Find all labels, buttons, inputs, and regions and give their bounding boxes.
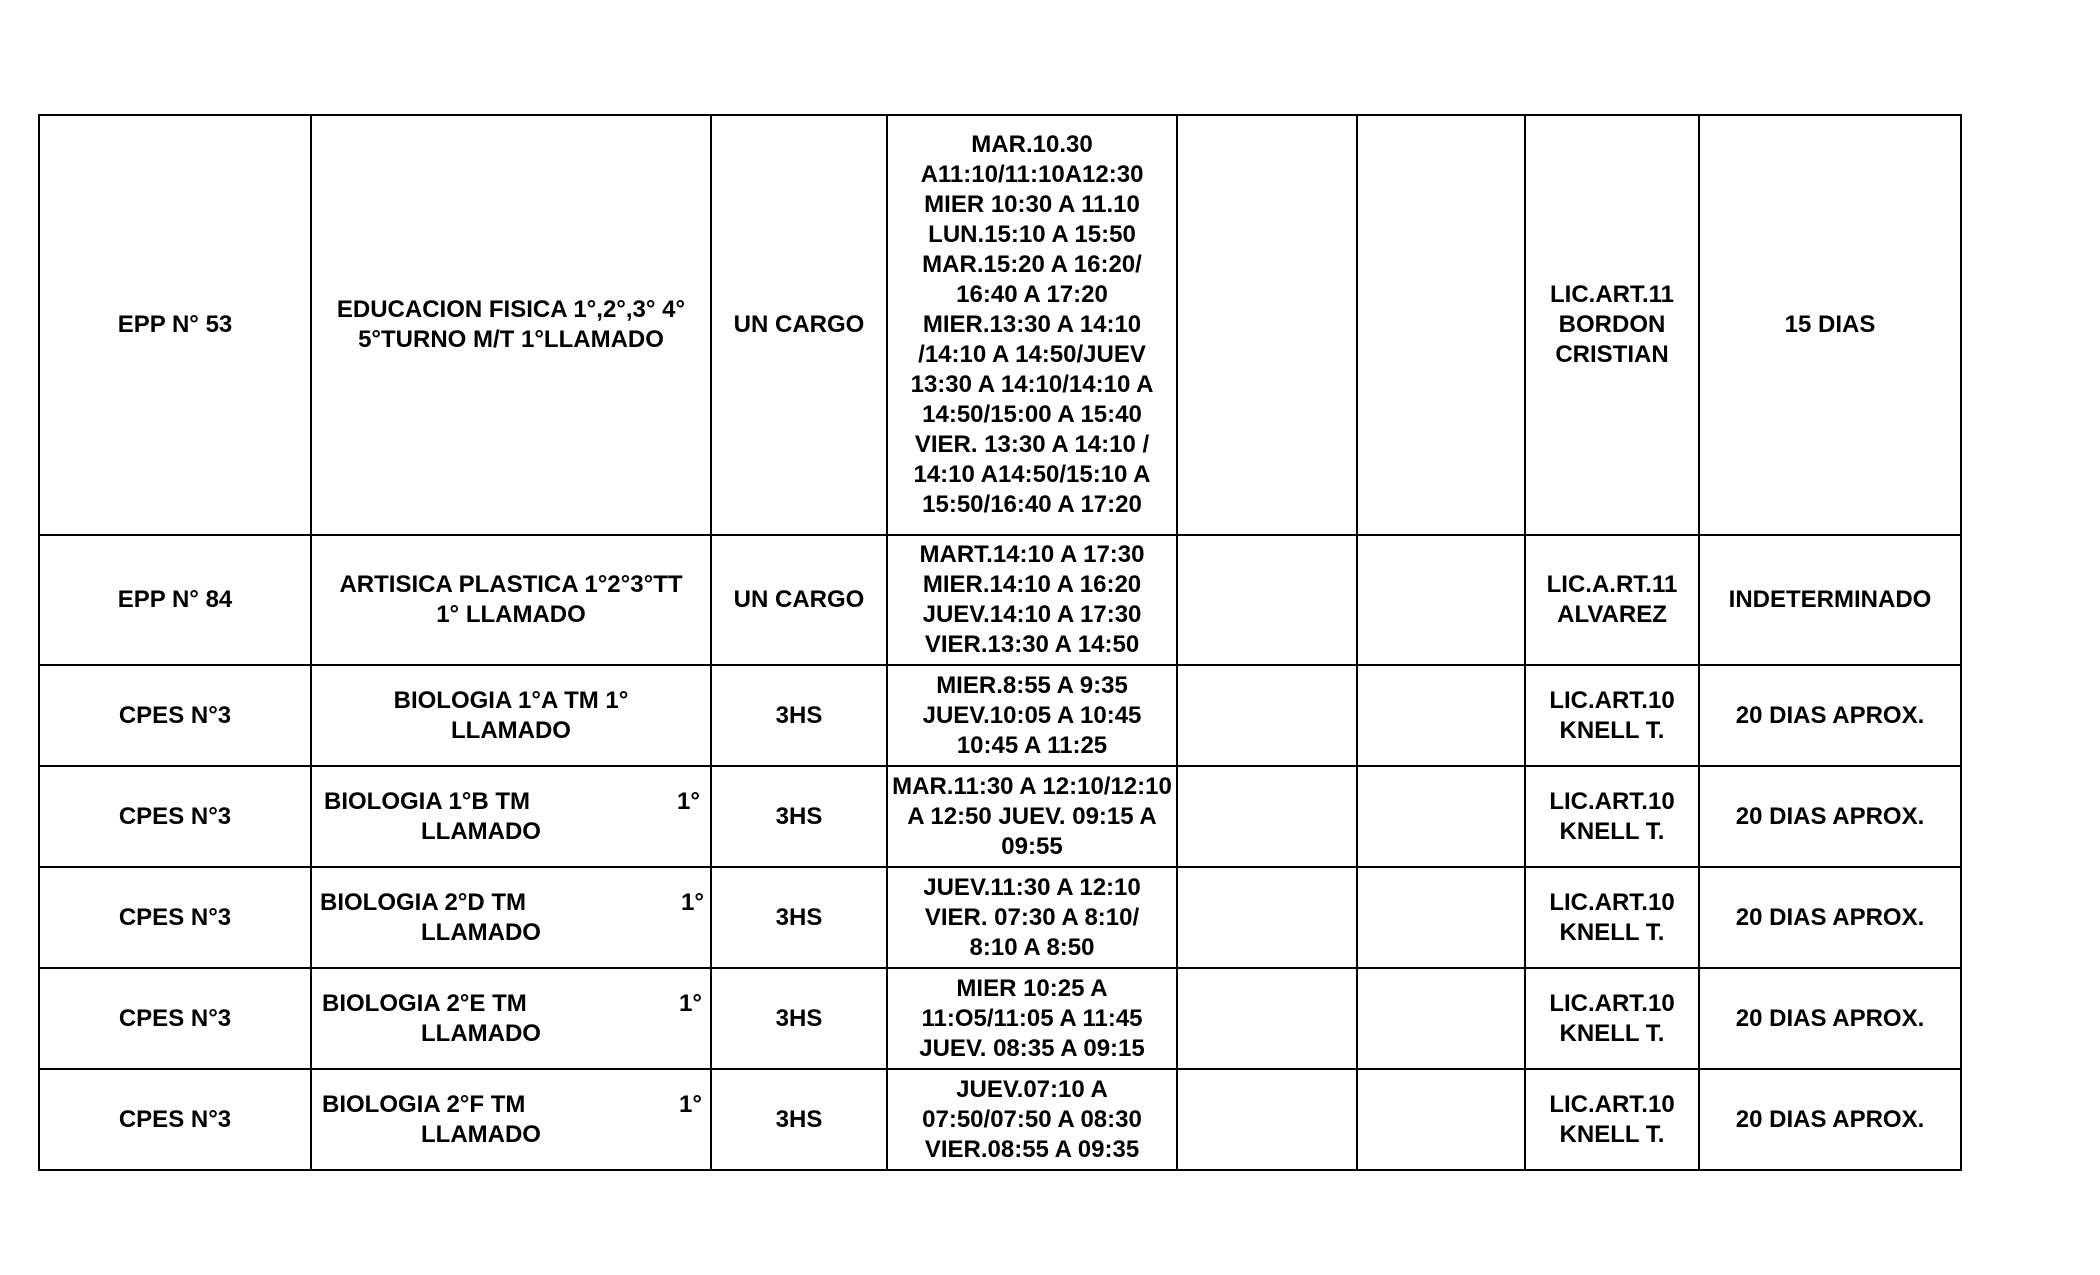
school-cell: EPP N° 84 [39, 535, 311, 665]
subject-cell: BIOLOGIA 1°A TM 1° LLAMADO [311, 665, 711, 766]
subject-label: BIOLOGIA 1°B TM [324, 787, 531, 815]
call-label: LLAMADO [421, 1120, 541, 1148]
leave-cell: LIC.ART.10 KNELL T. [1525, 867, 1699, 968]
school-cell: CPES N°3 [39, 968, 311, 1069]
call-number: 1° [679, 989, 702, 1017]
subject-cell: EDUCACION FISICA 1°,2°,3° 4° 5°TURNO M/T 1°LLAMADO [311, 115, 711, 535]
table-row [39, 867, 1961, 968]
empty-cell [1177, 115, 1357, 535]
subject-cell [311, 766, 711, 867]
empty-cell [1357, 665, 1525, 766]
schedule-cell: MAR.11:30 A 12:10/12:10 A 12:50 JUEV. 09:15 A 09:55 [887, 766, 1177, 867]
schedule-cell: MART.14:10 A 17:30 MIER.14:10 A 16:20 JUEV.14:10 A 17:30 VIER.13:30 A 14:50 [887, 535, 1177, 665]
leave-cell: LIC.ART.10 KNELL T. [1525, 665, 1699, 766]
leave-cell: LIC.A.RT.11 ALVAREZ [1525, 535, 1699, 665]
schedule-cell: JUEV.11:30 A 12:10 VIER. 07:30 A 8:10/ 8:10 A 8:50 [887, 867, 1177, 968]
duration-cell: INDETERMINADO [1699, 535, 1961, 665]
school-cell: EPP N° 53 [39, 115, 311, 535]
empty-cell [1177, 968, 1357, 1069]
subject-cell [311, 968, 711, 1069]
school-cell: CPES N°3 [39, 766, 311, 867]
duration-cell: 20 DIAS APROX. [1699, 766, 1961, 867]
table-row [39, 1069, 1961, 1170]
subject-cell: ARTISICA PLASTICA 1°2°3°TT 1° LLAMADO [311, 535, 711, 665]
call-number: 1° [677, 787, 700, 815]
leave-cell: LIC.ART.11 BORDON CRISTIAN [1525, 115, 1699, 535]
empty-cell [1177, 665, 1357, 766]
subject-label: BIOLOGIA 2°E TM [322, 989, 527, 1017]
leave-cell: LIC.ART.10 KNELL T. [1525, 1069, 1699, 1170]
empty-cell [1177, 535, 1357, 665]
empty-cell [1177, 867, 1357, 968]
call-label: LLAMADO [421, 918, 541, 946]
duration-cell: 20 DIAS APROX. [1699, 968, 1961, 1069]
empty-cell [1357, 867, 1525, 968]
vacancy-table [38, 114, 1962, 1171]
schedule-cell: MIER.8:55 A 9:35 JUEV.10:05 A 10:45 10:45 A 11:25 [887, 665, 1177, 766]
school-cell: CPES N°3 [39, 665, 311, 766]
call-number: 1° [679, 1090, 702, 1118]
empty-cell [1357, 968, 1525, 1069]
duration-cell: 15 DIAS [1699, 115, 1961, 535]
duration-cell: 20 DIAS APROX. [1699, 1069, 1961, 1170]
position-cell: 3HS [711, 766, 887, 867]
empty-cell [1357, 1069, 1525, 1170]
leave-cell: LIC.ART.10 KNELL T. [1525, 968, 1699, 1069]
empty-cell [1357, 766, 1525, 867]
subject-cell [311, 1069, 711, 1170]
subject-cell [311, 867, 711, 968]
call-label: LLAMADO [421, 817, 541, 845]
subject-label: BIOLOGIA 2°D TM [320, 888, 527, 916]
empty-cell [1357, 535, 1525, 665]
empty-cell [1357, 115, 1525, 535]
table-row [39, 766, 1961, 867]
leave-cell: LIC.ART.10 KNELL T. [1525, 766, 1699, 867]
position-cell: UN CARGO [711, 535, 887, 665]
school-cell: CPES N°3 [39, 1069, 311, 1170]
position-cell: 3HS [711, 968, 887, 1069]
duration-cell: 20 DIAS APROX. [1699, 867, 1961, 968]
call-number: 1° [681, 888, 704, 916]
duration-cell: 20 DIAS APROX. [1699, 665, 1961, 766]
position-cell: 3HS [711, 1069, 887, 1170]
table-row [39, 665, 1961, 766]
subject-label: BIOLOGIA 2°F TM [322, 1090, 526, 1118]
schedule-cell: MAR.10.30 A11:10/11:10A12:30 MIER 10:30 A 11.10 LUN.15:10 A 15:50 MAR.15:20 A 16:20/ 16:40 A 17:20 MIER.13:30 A 14:10 /14:10 A 14:50/JUEV 13:30 A 14:10/14:10 A 14:50/15:00 A 15:40 VIER. 13:30 A 14:10 / 14:10 A14:50/15:10 A 15:50/16:40 A 17:20 [887, 115, 1177, 535]
call-label: LLAMADO [421, 1019, 541, 1047]
table-row [39, 115, 1961, 535]
schedule-cell: MIER 10:25 A 11:O5/11:05 A 11:45 JUEV. 08:35 A 09:15 [887, 968, 1177, 1069]
position-cell: UN CARGO [711, 115, 887, 535]
position-cell: 3HS [711, 665, 887, 766]
schedule-cell: JUEV.07:10 A 07:50/07:50 A 08:30 VIER.08:55 A 09:35 [887, 1069, 1177, 1170]
empty-cell [1177, 1069, 1357, 1170]
table-row [39, 535, 1961, 665]
empty-cell [1177, 766, 1357, 867]
position-cell: 3HS [711, 867, 887, 968]
table-row [39, 968, 1961, 1069]
school-cell: CPES N°3 [39, 867, 311, 968]
